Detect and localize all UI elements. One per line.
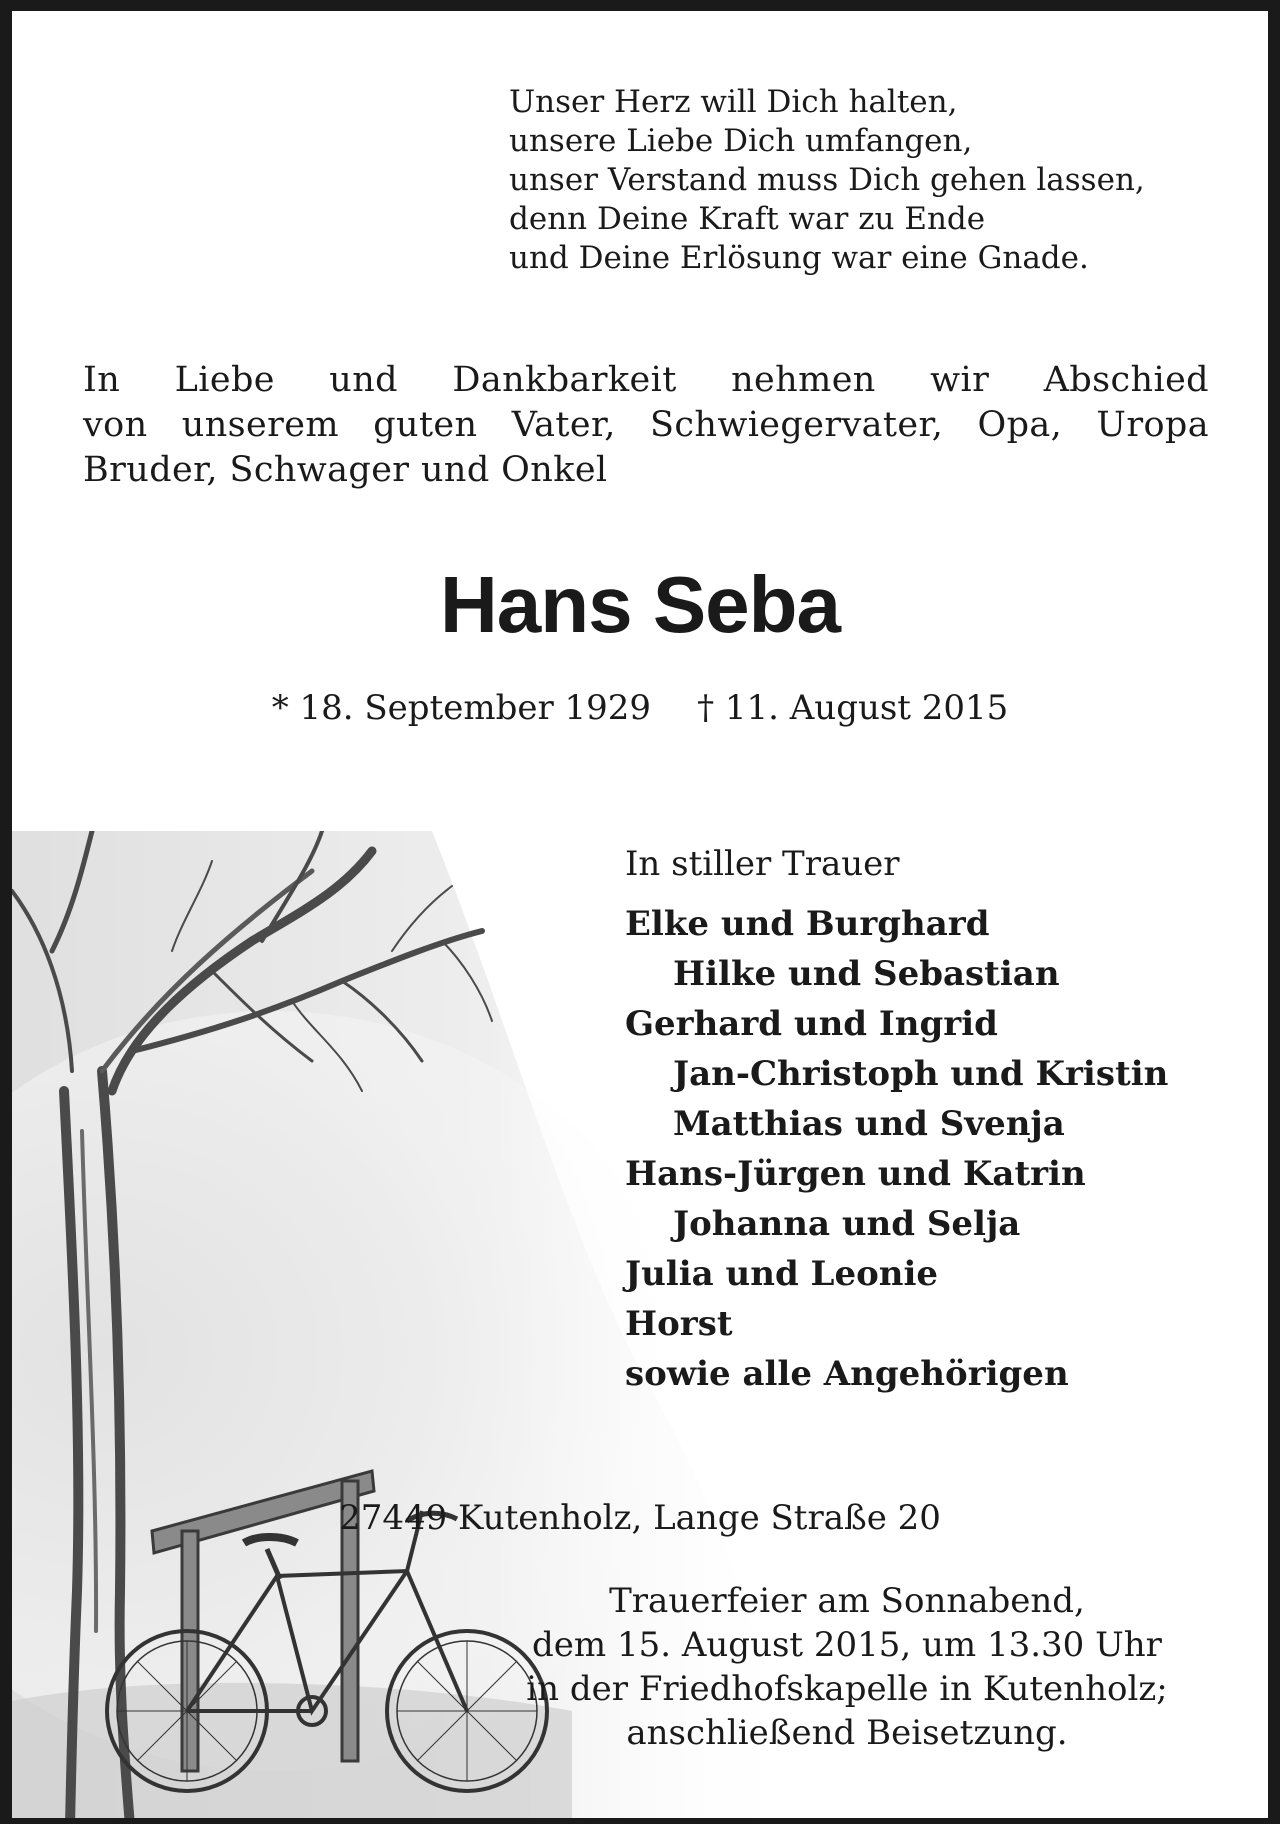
birth-date: * 18. September 1929 [271,688,652,728]
mourner: sowie alle Angehörigen [625,1354,1069,1394]
farewell-line: von unserem guten Vater, Schwiegervater, Opa, Uropa [83,405,1209,445]
funeral-line: in der Friedhofskapelle in Kutenholz; [526,1669,1168,1709]
poem-line: unsere Liebe Dich umfangen, [509,123,973,159]
funeral-line: anschließend Beisetzung. [626,1713,1068,1753]
poem-line: unser Verstand muss Dich gehen lassen, [509,162,1145,198]
mourner: Elke und Burghard [625,904,990,944]
funeral-line: Trauerfeier am Sonnabend, [609,1581,1085,1621]
mourner: Gerhard und Ingrid [625,1004,998,1044]
deceased-name: Hans Seba [439,560,841,649]
mourner: Johanna und Selja [673,1204,1021,1244]
mourner: Jan-Christoph und Kristin [673,1054,1169,1094]
poem-line: Unser Herz will Dich halten, [509,84,958,120]
funeral-line: dem 15. August 2015, um 13.30 Uhr [532,1625,1162,1665]
funeral-details [452,1579,1242,1755]
mourner: Matthias und Svenja [673,1104,1065,1144]
death-date: † 11. August 2015 [697,688,1009,728]
mourner: Julia und Leonie [625,1254,939,1294]
mourner: Hans-Jürgen und Katrin [625,1154,1086,1194]
farewell-text [83,358,1209,493]
farewell-line: Bruder, Schwager und Onkel [83,450,608,490]
poem [509,83,1145,278]
mourner: Hilke und Sebastian [673,954,1060,994]
mourning-heading: In stiller Trauer [625,844,900,884]
family-address: 27449 Kutenholz, Lange Straße 20 [339,1498,941,1538]
farewell-line: In Liebe und Dankbarkeit nehmen wir Abschied [83,360,1209,400]
life-dates [12,687,1268,729]
mourner: Horst [625,1304,733,1344]
poem-line: denn Deine Kraft war zu Ende [509,201,986,237]
poem-line: und Deine Erlösung war eine Gnade. [509,240,1089,276]
mourners-list [625,899,1168,1399]
